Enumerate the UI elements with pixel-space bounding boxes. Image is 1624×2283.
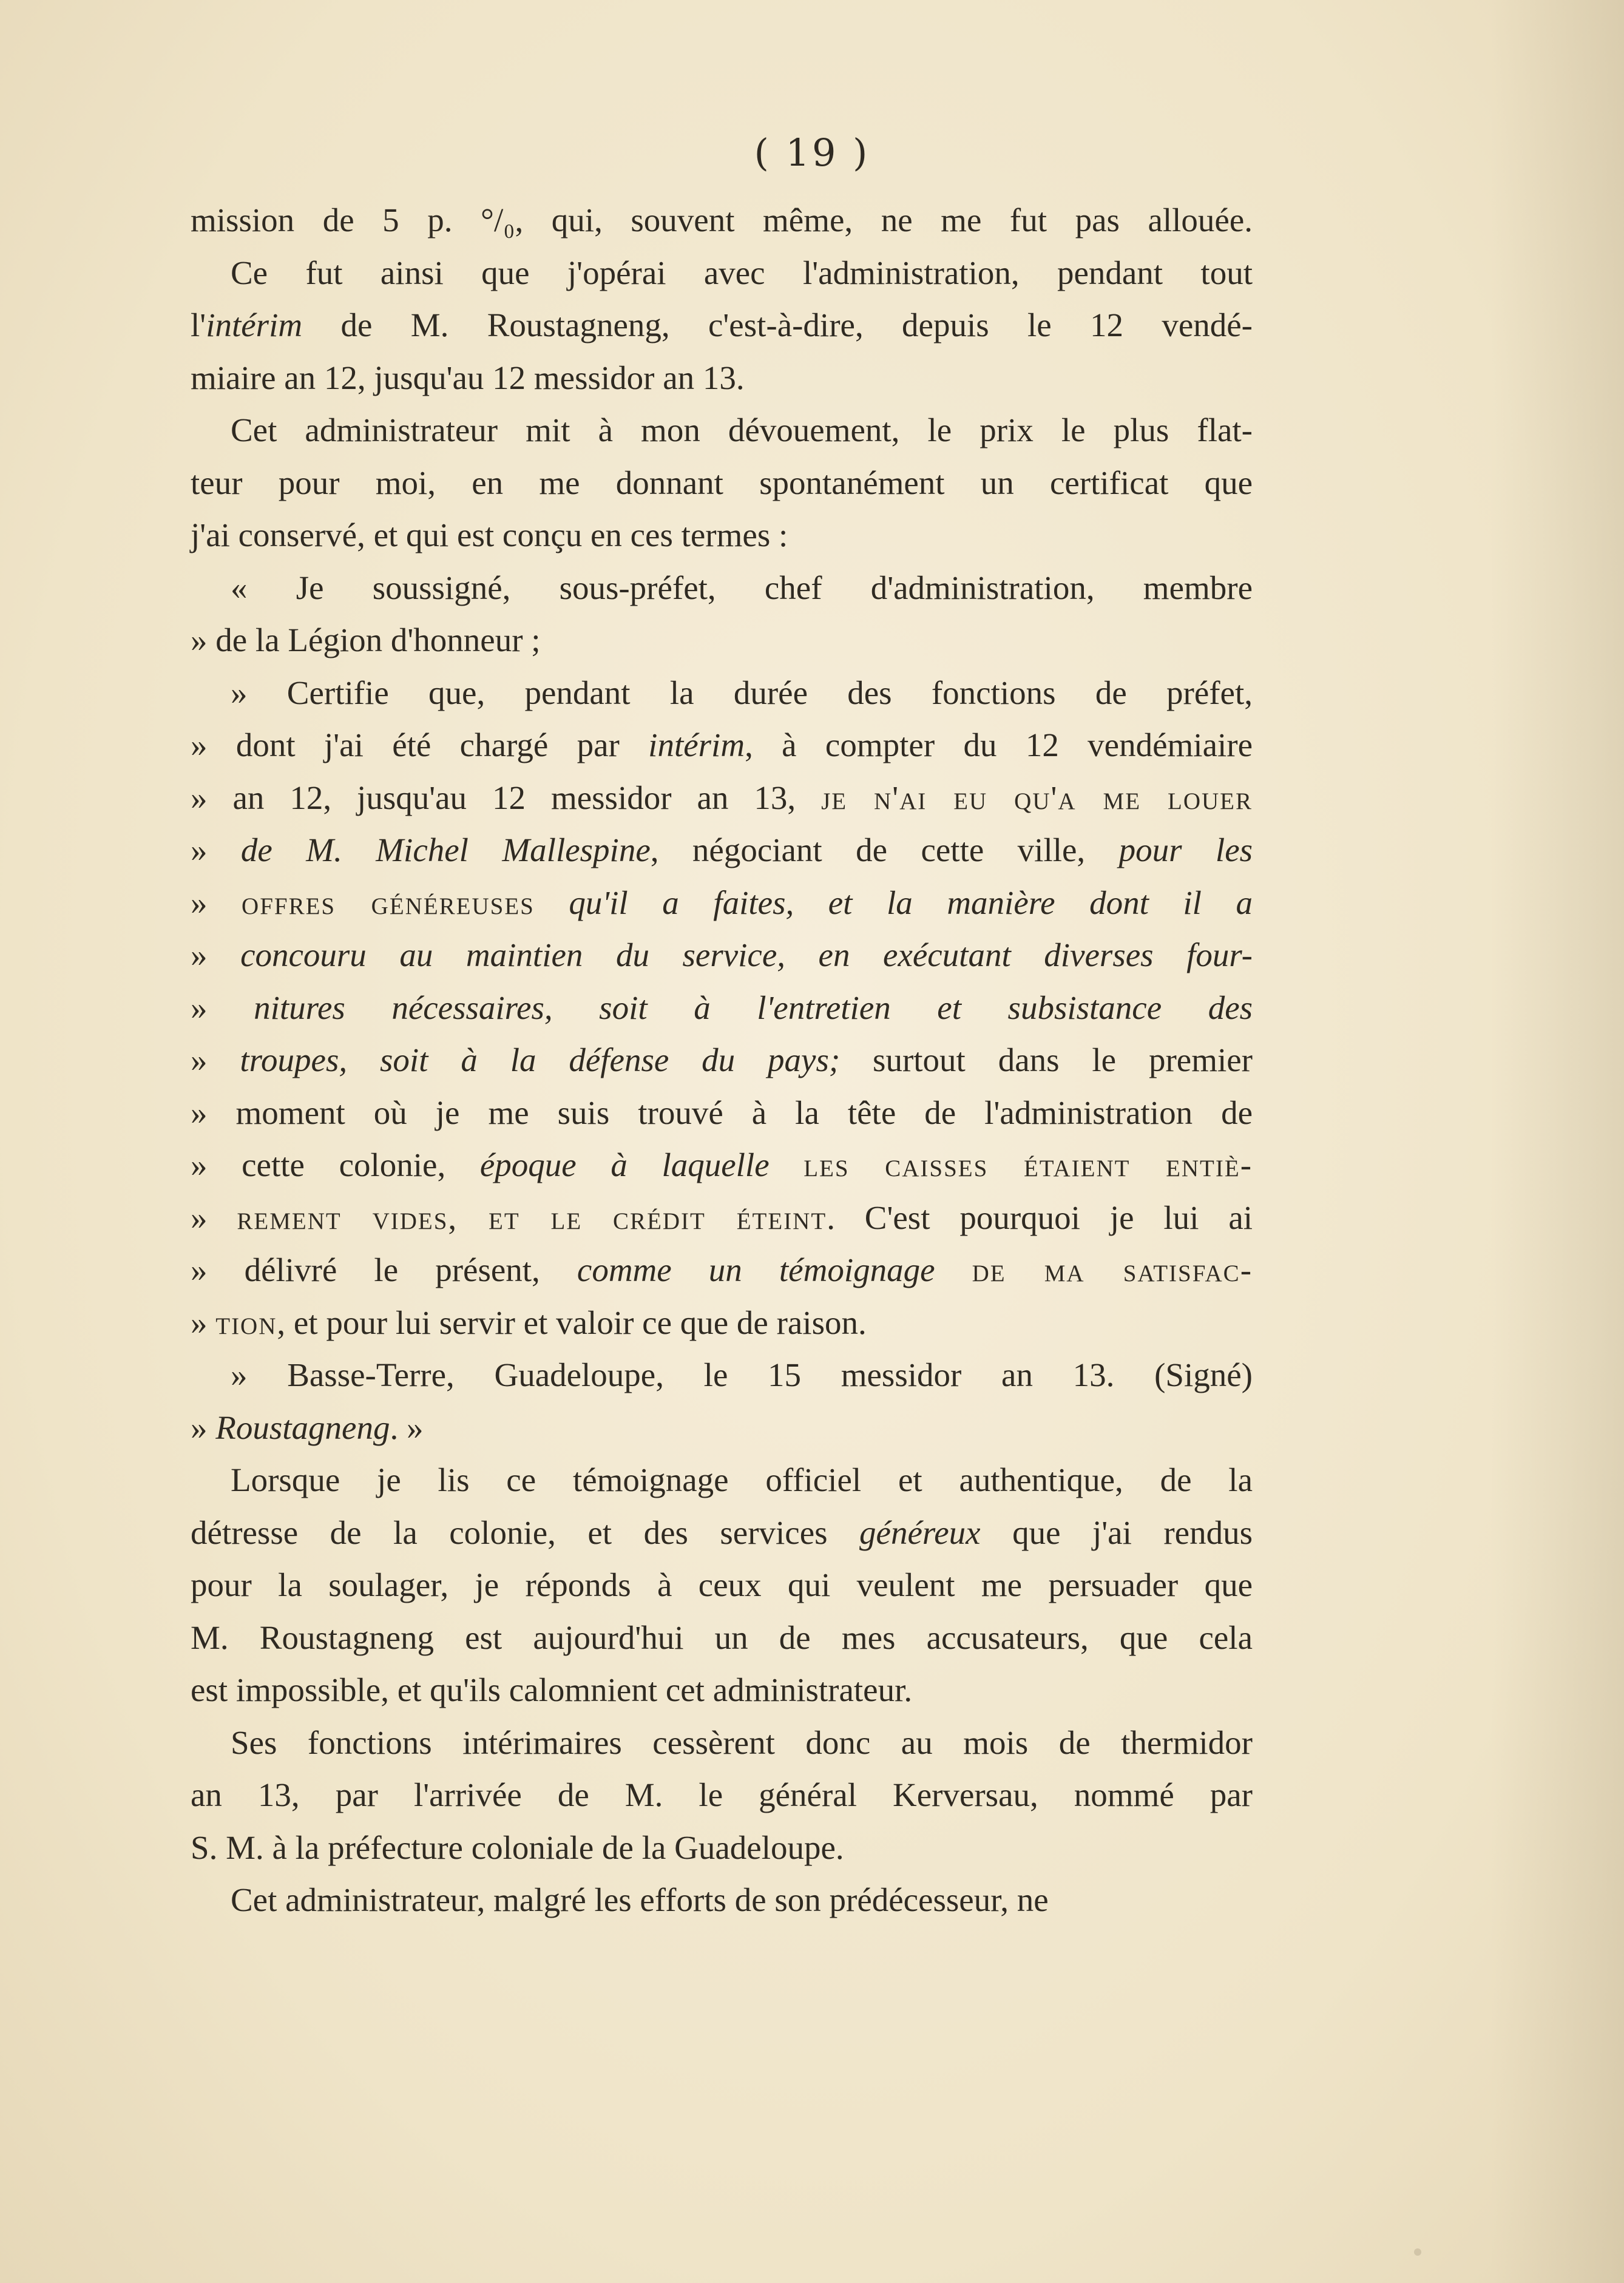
small-caps-text: les caisses étaient entiè- — [804, 1146, 1253, 1183]
text-segment: Cet administrateur, malgré les efforts de son prédécesseur, ne — [231, 1881, 1049, 1918]
text-segment: » de la Légion d'honneur ; — [191, 621, 541, 658]
text-segment: Cet administrateur mit à mon dévouement, le prix le plus flat- — [231, 411, 1253, 448]
italic-text: époque à laquelle — [479, 1146, 770, 1183]
text-segment: « Je soussigné, sous-préfet, chef d'administration, membre — [231, 569, 1253, 606]
small-caps-text: tion — [215, 1304, 277, 1341]
text-line — [191, 824, 1253, 877]
text-segment: » an 12, jusqu'au 12 messidor an 13, — [191, 779, 822, 816]
text-segment — [535, 884, 569, 921]
text-line — [191, 1664, 1253, 1717]
text-line — [191, 1297, 1253, 1350]
text-segment: . C'est pourquoi je lui ai — [827, 1199, 1253, 1236]
small-caps-text: je n'ai eu qu'a me louer — [821, 779, 1253, 816]
page-number: ( 19 ) — [754, 130, 870, 175]
text-line — [191, 509, 1253, 562]
text-segment: , et pour lui servir et valoir ce que de raison. — [277, 1304, 867, 1341]
text-line — [191, 1717, 1253, 1770]
text-segment: » — [191, 1041, 240, 1078]
text-segment: de M. Roustagneng, c'est-à-dire, depuis le 12 vendé- — [302, 306, 1253, 343]
text-segment: » — [191, 884, 242, 921]
text-segment: S. M. à la préfecture coloniale de la Guadeloupe. — [191, 1828, 844, 1866]
text-line — [191, 194, 1253, 247]
text-segment: °/₀ — [481, 201, 515, 238]
text-segment: l' — [191, 306, 206, 343]
italic-text: intérim — [648, 726, 745, 763]
text-segment: est impossible, et qu'ils calomnient cet administrateur. — [191, 1671, 913, 1708]
italic-text: Roustagneng — [215, 1409, 390, 1446]
text-line — [191, 719, 1253, 772]
text-line — [191, 1139, 1253, 1192]
text-line — [191, 1822, 1253, 1875]
text-line — [191, 929, 1253, 982]
text-segment: teur pour moi, en me donnant spontanément un certificat que — [191, 464, 1253, 501]
text-segment: » dont j'ai été chargé par — [191, 726, 649, 763]
small-caps-text: offres généreuses — [242, 884, 535, 921]
text-segment: » — [191, 989, 254, 1026]
text-segment: » délivré le présent, — [191, 1251, 577, 1288]
page-body-text — [191, 194, 1253, 1927]
text-line — [191, 1244, 1253, 1297]
text-segment: , négociant de cette ville, — [650, 831, 1119, 868]
italic-text: pour les — [1118, 831, 1253, 868]
text-line — [191, 352, 1253, 405]
text-segment: » — [191, 1199, 237, 1236]
italic-text: nitures nécessaires, soit à l'entretien et subsistance des — [254, 989, 1253, 1026]
text-line — [191, 1454, 1253, 1507]
text-line — [191, 457, 1253, 510]
text-line — [191, 1612, 1253, 1665]
text-line — [191, 667, 1253, 720]
text-segment: an 13, par l'arrivée de M. le général Kerversau, nommé par — [191, 1776, 1253, 1813]
text-segment: » — [191, 831, 241, 868]
text-segment: Ce fut ainsi que j'opérai avec l'administration, pendant tout — [231, 254, 1253, 291]
text-segment: , à compter du 12 vendémiaire — [745, 726, 1253, 763]
text-segment: » — [191, 1304, 216, 1341]
text-segment: » Basse-Terre, Guadeloupe, le 15 messidor an 13. (Signé) — [231, 1356, 1253, 1393]
small-caps-text: de ma satisfac- — [972, 1251, 1253, 1288]
text-segment: » — [191, 1409, 216, 1446]
text-segment: » — [191, 936, 241, 973]
text-segment: » cette colonie, — [191, 1146, 480, 1183]
text-segment: mission de 5 p. — [191, 201, 481, 238]
italic-text: comme un témoignage — [577, 1251, 935, 1288]
text-line — [191, 1192, 1253, 1245]
text-line — [191, 1402, 1253, 1455]
italic-text: de M. Michel Mallespine — [240, 831, 651, 868]
text-segment: pour la soulager, je réponds à ceux qui veulent me persuader que — [191, 1566, 1253, 1603]
text-segment — [770, 1146, 804, 1183]
text-line — [191, 1874, 1253, 1927]
text-line — [191, 1769, 1253, 1822]
text-line — [191, 404, 1253, 457]
text-line — [191, 1087, 1253, 1140]
small-caps-text: rement vides, et le crédit éteint — [237, 1199, 827, 1236]
text-segment: M. Roustagneng est aujourd'hui un de mes accusateurs, que cela — [191, 1618, 1253, 1656]
text-line — [191, 1559, 1253, 1612]
text-segment: . » — [390, 1409, 424, 1446]
text-segment: surtout dans le premier — [840, 1041, 1253, 1078]
text-line — [191, 772, 1253, 825]
text-line — [191, 247, 1253, 300]
italic-text: troupes, soit à la défense du pays; — [240, 1041, 841, 1078]
text-segment: Lorsque je lis ce témoignage officiel et authentique, de la — [231, 1461, 1253, 1498]
italic-text: généreux — [859, 1514, 981, 1551]
text-segment — [935, 1251, 972, 1288]
text-line — [191, 1507, 1253, 1560]
text-segment: j'ai conservé, et qui est conçu en ces termes : — [191, 516, 788, 553]
text-segment: » moment où je me suis trouvé à la tête de l'administration de — [191, 1094, 1253, 1131]
text-segment: que j'ai rendus — [980, 1514, 1253, 1551]
text-segment: miaire an 12, jusqu'au 12 messidor an 13. — [191, 359, 745, 396]
paper-spot — [1414, 2248, 1421, 2256]
italic-text: qu'il a faites, et la manière dont il a — [569, 884, 1253, 921]
text-segment: » Certifie que, pendant la durée des fonctions de préfet, — [231, 674, 1253, 711]
text-segment: Ses fonctions intérimaires cessèrent donc au mois de thermidor — [231, 1723, 1253, 1761]
text-line — [191, 1034, 1253, 1087]
text-line — [191, 982, 1253, 1035]
text-line — [191, 299, 1253, 352]
italic-text: concouru au maintien du service, en exécutant diverses four- — [240, 936, 1253, 973]
text-segment: détresse de la colonie, et des services — [191, 1514, 860, 1551]
text-line — [191, 877, 1253, 930]
text-line — [191, 562, 1253, 615]
text-segment: , qui, souvent même, ne me fut pas allouée. — [515, 201, 1253, 238]
italic-text: intérim — [206, 306, 303, 343]
text-line — [191, 614, 1253, 667]
text-line — [191, 1349, 1253, 1402]
